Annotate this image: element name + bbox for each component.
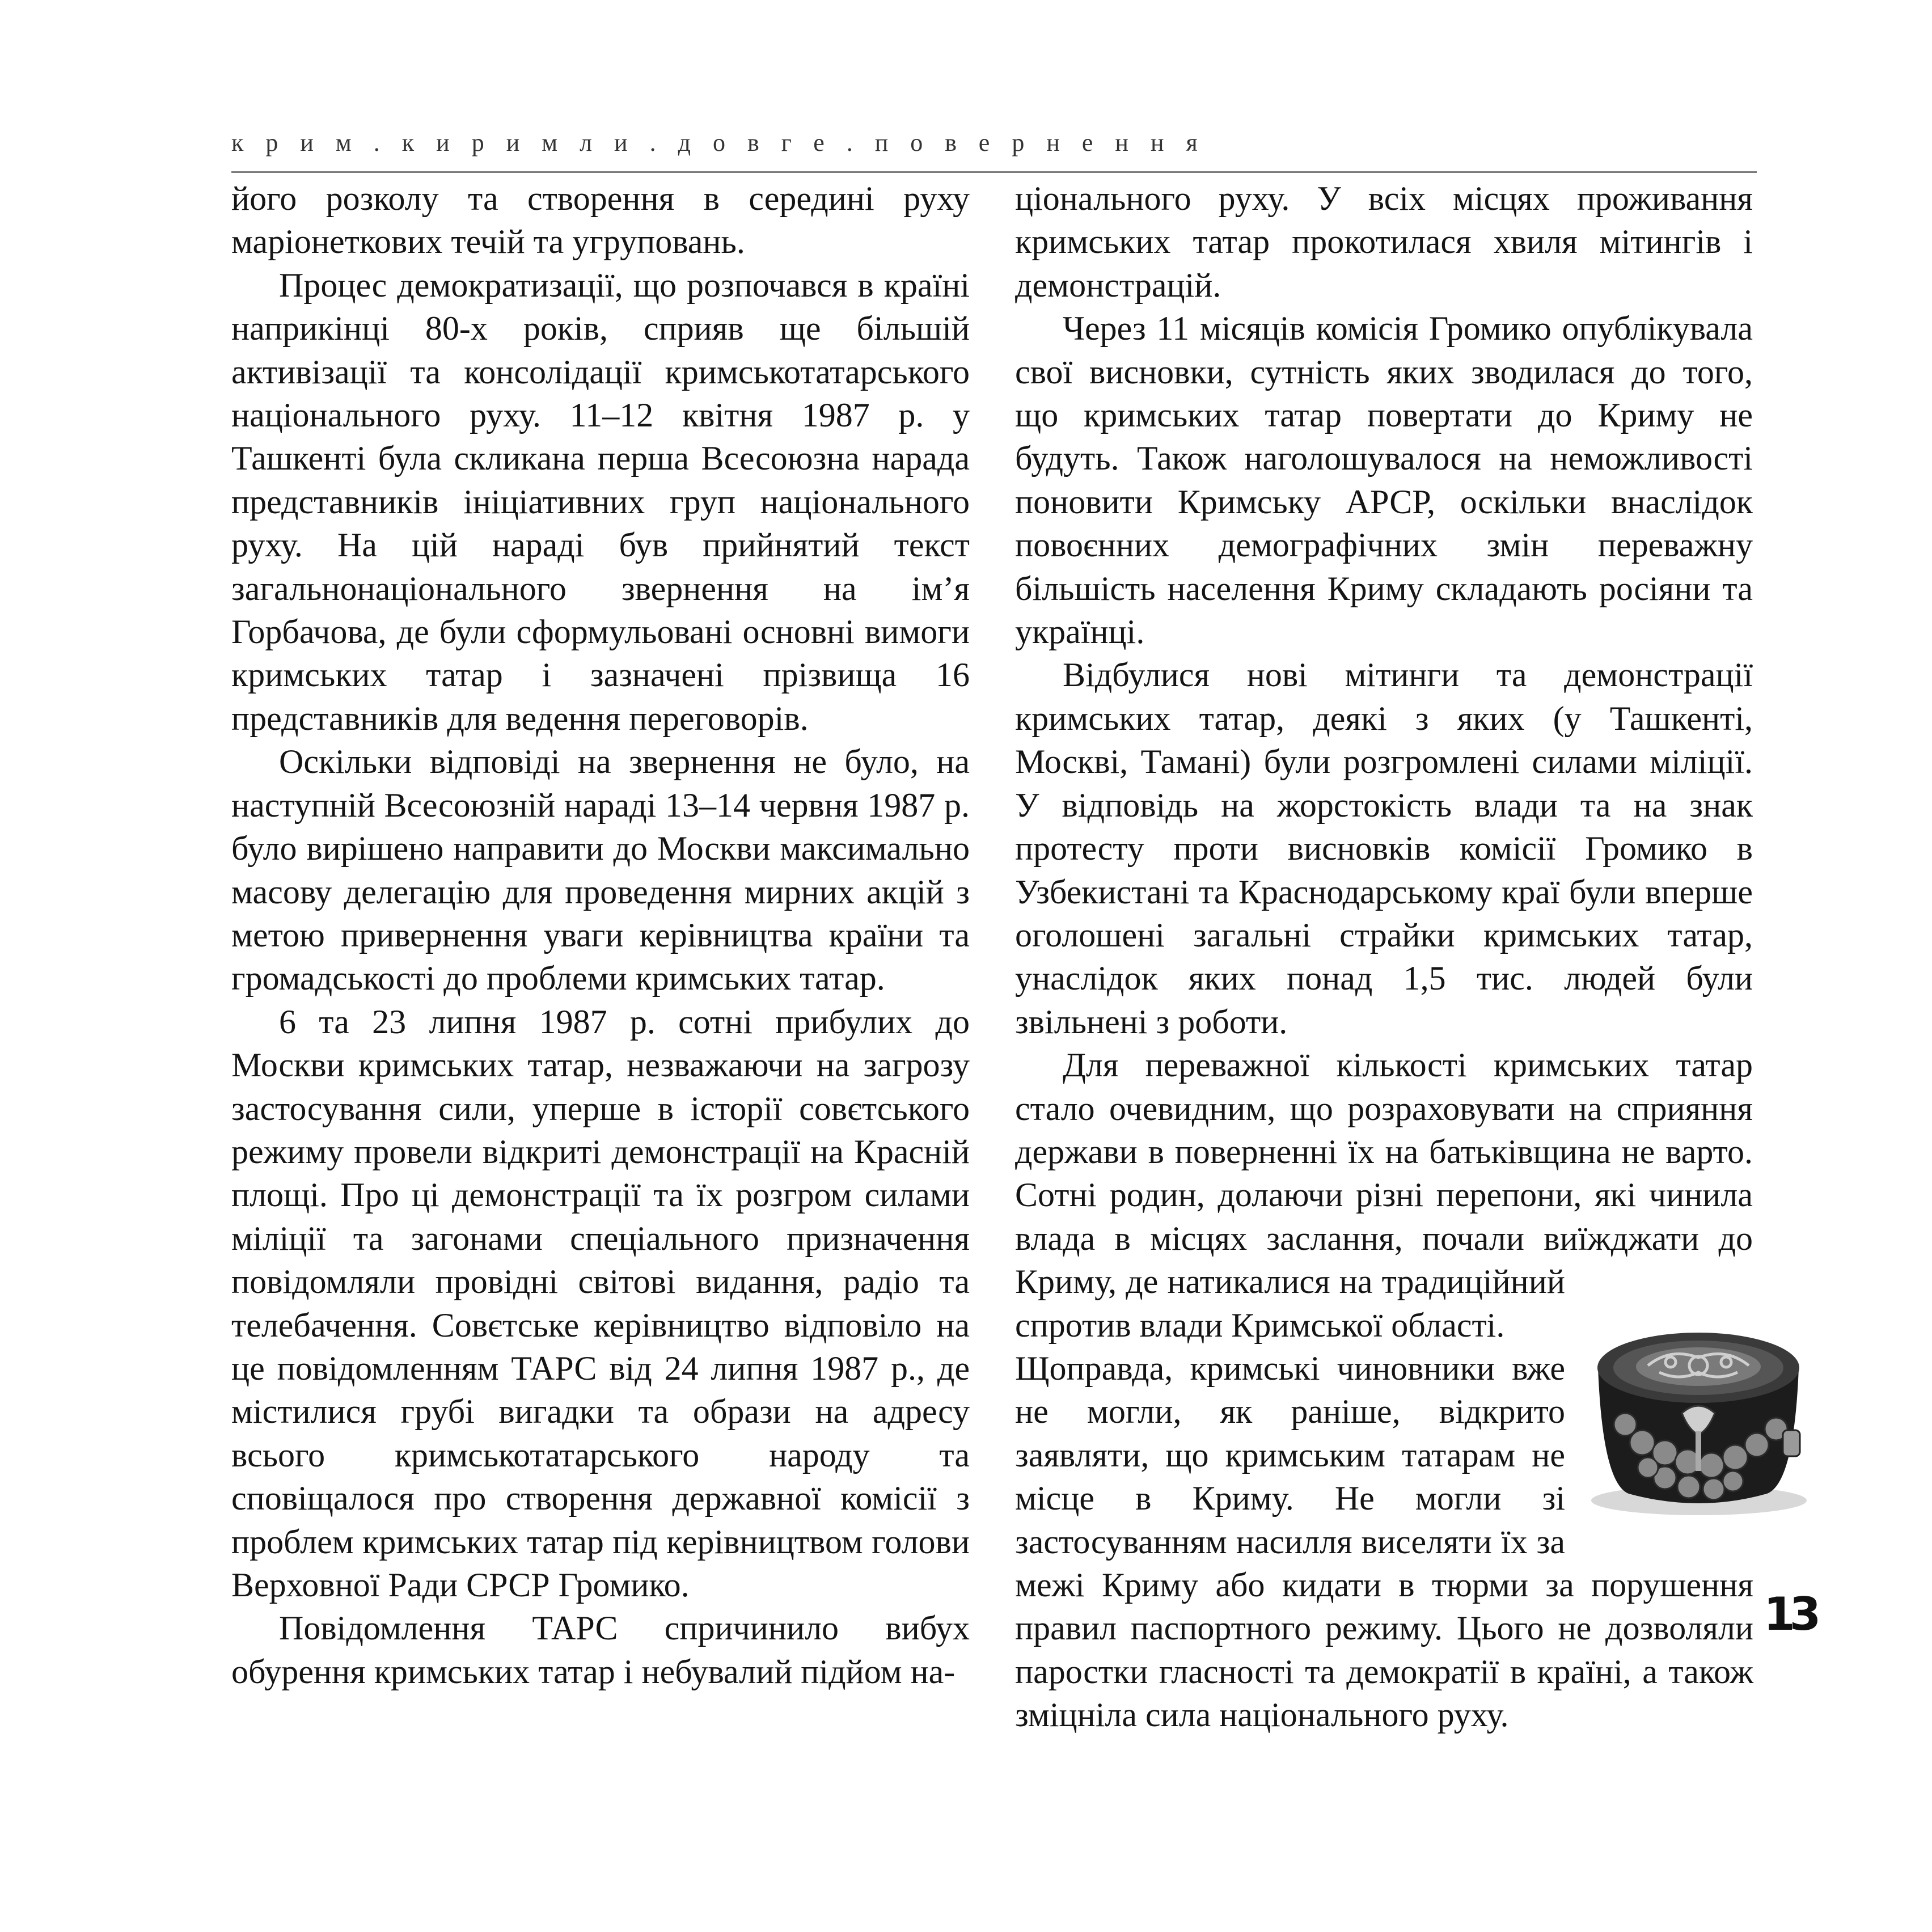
fez-photo bbox=[1580, 1313, 1815, 1523]
paragraph: ціонального руху. У всіх місцях проживання кримських татар прокотилася хвиля мітингів і демонстрацій. bbox=[1015, 180, 1753, 304]
page-number: 13 bbox=[1764, 1588, 1816, 1641]
paragraph: Процес демократизації, що розпочався в країні наприкінці 80-х років, сприяв ще більшій активізації та консолідації кримськотатарського національного руху. 11–12 квітня 1987 р. у Ташкенті була скликана перша Всесоюзна нарада представників ініціативних груп національного руху. На цій нараді був прийнятий текст загальнонаціонального звернення на ім’я Горбачова, де були сформульовані основні вимоги кримських татар і зазначені прізвища 16 представників для ведення переговорів. bbox=[231, 266, 970, 737]
running-header: крим.киримли.довге.повернення bbox=[231, 129, 1220, 157]
crimean-tatar-fez-with-coins-photo bbox=[1580, 1313, 1815, 1523]
paragraph: Оскільки відповіді на звернення не було, на наступній Всесоюзній нараді 13–14 червня 1987 р. було вирішено направити до Москви максимально масову делегацію для проведення мирних акцій з метою привернення уваги керівництва країни та громадськості до проблеми кримських татар. bbox=[231, 743, 970, 997]
paragraph: 6 та 23 липня 1987 р. сотні прибулих до Москви кримських татар, незважаючи на загрозу застосування сили, уперше в історії совєтського режиму провели відкриті демонстрації на Красній площі. Про ці демонстрації та їх розгром силами міліції та загонами спеціального призначення повідомляли провідні світові видання, радіо та телебачення. Совєтське керівництво відповіло на це повідомленням ТАРС від 24 липня 1987 р., де містилися грубі вигадки та образи на адресу всього кримськотатарського народу та сповіщалося про створення державної комісії з проблем кримських татар під керівництвом голови Верховної Ради СРСР Громико. bbox=[231, 1003, 970, 1604]
left-text-column bbox=[231, 177, 970, 1693]
paragraph: Для переважної кількості кримських татар стало очевидним, що розраховувати на сприяння держави в поверненні їх на батьківщина не варто. Сотні родин, долаючи різні перепони, які чинила влада в місцях заслання, почали виїжджати до Криму, де натикалися на традиційний спротив влади Кримської області. bbox=[1015, 1046, 1753, 1344]
paragraph: Щоправда, кримські чиновники вже не могли, як раніше, відкрито заявляти, що кримським татарам не місце в Криму. Не могли зі застосуванням насилля виселяти їх за межі Криму або кидати в тюрми за порушення правил паспортного режиму. Цього не дозволяли паростки гласності та демократії в країні, а також зміцніла сила національного руху. bbox=[1015, 1349, 1753, 1734]
right-text-column bbox=[1015, 177, 1753, 1737]
paragraph: Через 11 місяців комісія Громико опублікувала свої висновки, сутність яких зводилася до того, що кримських татар повертати до Криму не будуть. Також наголошувалося на неможливості поновити Кримську АРСР, оскільки внаслідок повоєнних демографічних змін переважну більшість населення Криму складають росіяни та українці. bbox=[1015, 310, 1753, 651]
header-rule bbox=[231, 171, 1757, 173]
paragraph: Повідомлення ТАРС спричинило вибух обурення кримських татар і небувалий підйом на- bbox=[231, 1609, 970, 1690]
paragraph: його розколу та створення в середині руху маріонеткових течій та угруповань. bbox=[231, 180, 970, 261]
paragraph: Відбулися нові мітинги та демонстрації кримських татар, деякі з яких (у Ташкенті, Москві, Тамані) були розгромлені силами міліції. У відповідь на жорстокість влади та на знак протесту проти висновків комісії Громико в Узбекистані та Краснодарському краї були вперше оголошені загальні страйки кримських татар, унаслідок яких понад 1,5 тис. людей були звільнені з роботи. bbox=[1015, 656, 1753, 1041]
